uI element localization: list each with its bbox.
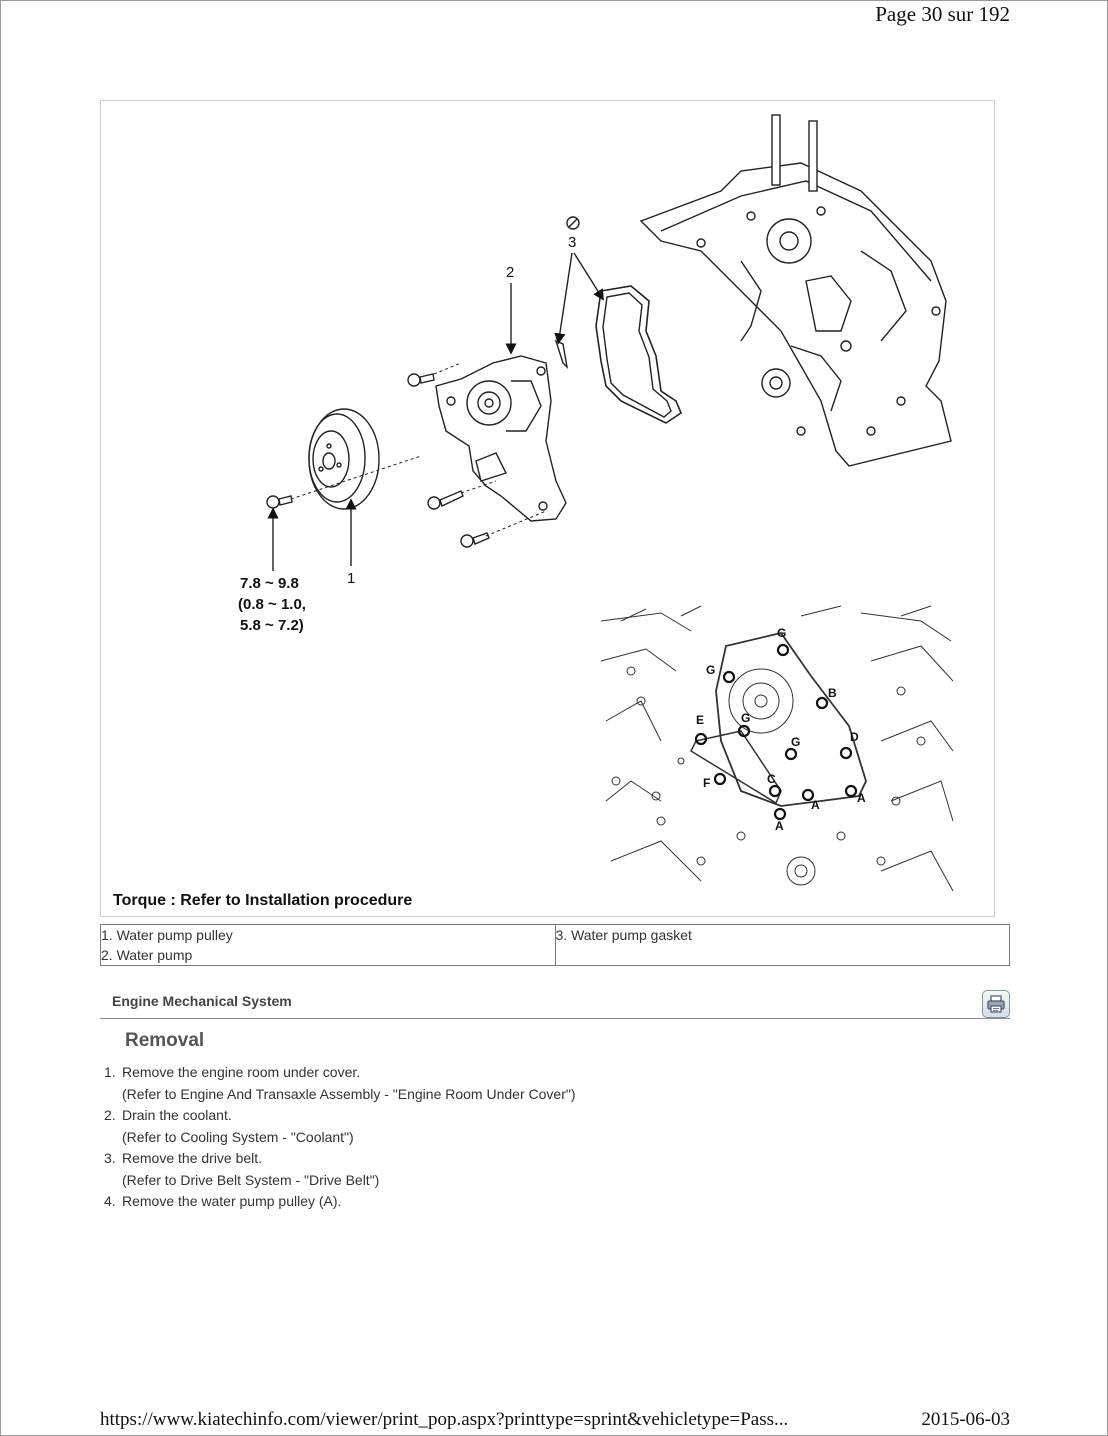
removal-step xyxy=(104,1148,575,1191)
bolt-label-a: A xyxy=(811,798,820,812)
no-reuse-icon xyxy=(567,217,579,229)
bolt-label-c: C xyxy=(767,772,776,786)
legend-cell-left xyxy=(101,925,556,966)
callout-2: 2 xyxy=(506,264,515,281)
torque-spec-line1: 7.8 ~ 9.8 xyxy=(240,575,299,592)
section-header xyxy=(100,988,1010,1019)
bolt-label-a: A xyxy=(857,791,866,805)
bolt-label-g: G xyxy=(741,711,751,725)
timing-cover-drawing xyxy=(641,115,951,466)
removal-heading: Removal xyxy=(125,1030,205,1051)
section-title: Engine Mechanical System xyxy=(112,993,292,1009)
printer-icon xyxy=(983,991,1009,1017)
step-text: Remove the engine room under cover. xyxy=(122,1064,361,1080)
print-button[interactable] xyxy=(982,990,1010,1018)
bolt-label-g: G xyxy=(791,735,801,749)
callout-1: 1 xyxy=(347,570,356,587)
removal-step xyxy=(104,1191,575,1213)
installed-pump-detail-drawing xyxy=(593,606,955,896)
legend-item: 2. Water pump xyxy=(101,947,193,963)
footer-date: 2015-06-03 xyxy=(921,1409,1010,1430)
footer-url: https://www.kiatechinfo.com/viewer/print_pop.aspx?printtype=sprint&vehicletype=Pass... xyxy=(100,1409,789,1430)
bolt-label-g: G xyxy=(777,626,787,640)
removal-step xyxy=(104,1105,575,1148)
callout-3: 3 xyxy=(568,234,577,251)
water-pump-gasket-drawing xyxy=(556,286,681,423)
legend-cell-right xyxy=(555,925,1010,966)
step-text: Drain the coolant. xyxy=(122,1107,232,1123)
step-reference: (Refer to Drive Belt System - "Drive Belt") xyxy=(122,1171,380,1188)
page-number: Page 30 sur 192 xyxy=(875,2,1010,26)
bolt-label-a: A xyxy=(775,819,784,833)
step-reference: (Refer to Cooling System - "Coolant") xyxy=(122,1128,354,1145)
removal-steps-list xyxy=(104,1062,575,1213)
step-reference: (Refer to Engine And Transaxle Assembly - "Engine Room Under Cover") xyxy=(122,1085,576,1102)
step-number: 1. xyxy=(104,1064,116,1080)
torque-spec-line2: (0.8 ~ 1.0, xyxy=(238,596,306,613)
exploded-view-figure xyxy=(100,100,995,917)
bolt-label-b: B xyxy=(828,686,837,700)
step-number: 4. xyxy=(104,1193,116,1209)
bolt-label-f: F xyxy=(703,776,711,790)
bolt-label-d: D xyxy=(850,730,859,744)
bolt-label-e: E xyxy=(696,713,705,727)
bolt-label-g: G xyxy=(706,663,716,677)
exploded-view-drawing xyxy=(101,101,994,916)
step-text: Remove the drive belt. xyxy=(122,1150,263,1166)
legend-item: 1. Water pump pulley xyxy=(101,927,233,943)
step-text: Remove the water pump pulley (A). xyxy=(122,1193,342,1209)
torque-spec-line3: 5.8 ~ 7.2) xyxy=(240,617,304,634)
step-number: 3. xyxy=(104,1150,116,1166)
step-number: 2. xyxy=(104,1107,116,1123)
parts-legend-table xyxy=(100,924,1010,966)
torque-note: Torque : Refer to Installation procedure xyxy=(113,892,413,909)
water-pump-drawing xyxy=(436,356,566,521)
removal-step xyxy=(104,1062,575,1105)
legend-item: 3. Water pump gasket xyxy=(555,927,692,943)
water-pump-pulley-drawing xyxy=(309,409,379,509)
